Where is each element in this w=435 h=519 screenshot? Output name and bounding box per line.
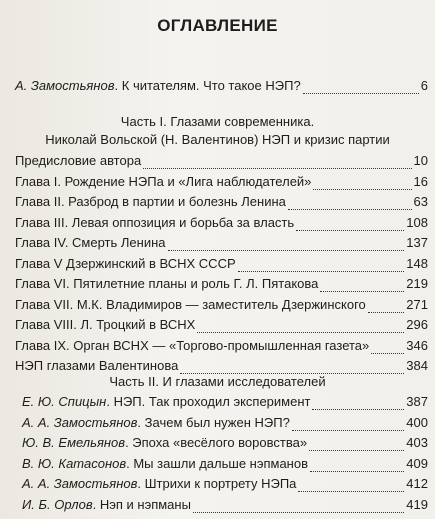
toc-page-number: 10 [413,153,428,168]
toc-entry [22,394,428,414]
toc-page-number: 63 [413,194,428,209]
toc-entry-title: Глава IX. Орган ВСНХ — «Торгово-промышленная газета» [15,337,370,353]
toc-entry-title: Глава VII. М.К. Владимиров — заместитель Дзержинского [15,296,366,312]
toc-entry-title: Ю. В. Емельянов. Эпоха «весёлого воровства» [22,435,308,450]
dot-leader [168,250,405,251]
toc-entry [15,297,428,317]
dot-leader [296,230,404,231]
toc-entry-title: Е. Ю. Спицын. НЭП. Так проходил эксперимент [22,394,311,409]
toc-entry [15,256,428,276]
toc-entry [15,153,428,173]
toc-page-number: 384 [406,358,428,373]
part-2-heading: Часть II. И глазами исследователей [109,374,326,389]
dot-leader [288,209,412,210]
toc-entry-title: Глава IV. Смерть Ленина [15,235,166,250]
toc-entry-title: В. Ю. Катасонов. Мы зашли дальше нэпманов [22,455,308,471]
toc-page-number: 296 [406,317,428,332]
dot-leader [193,512,404,513]
toc-entry-title: Глава VI. Пятилетние планы и роль Г. Л. Пятакова [15,276,319,291]
toc-entry [22,497,428,517]
toc-page-number: 419 [406,496,428,512]
dot-leader [197,332,404,333]
toc-page-number: 409 [406,455,428,471]
dot-leader [320,291,404,292]
toc-entry [15,235,428,255]
toc-page-number: 6 [420,78,428,93]
toc-page-number: 137 [406,235,428,250]
toc-entry [22,435,428,455]
toc-entry-title: Глава I. Рождение НЭПа и «Лига наблюдателей» [15,173,312,189]
toc-entry-author: И. Б. Орлов [22,496,93,512]
dot-leader [309,450,404,451]
dot-leader [313,189,411,190]
toc-entry [15,215,428,235]
toc-entry-author: А. А. Замостьянов [22,476,138,491]
toc-page-number: 148 [406,255,428,271]
toc-entry [15,174,428,194]
dot-leader [238,271,405,272]
toc-entry [22,456,428,476]
toc-entry-title: Глава II. Разброд в партии и болезнь Ленина [15,194,286,209]
toc-entry-author: Ю. В. Емельянов [22,435,126,450]
toc-entry [15,338,428,358]
toc-entry-title: НЭП глазами Валентинова [15,358,179,373]
toc-entry-title: Глава III. Левая оппозиция и борьба за власть [15,214,295,230]
toc-entry [15,317,428,337]
dot-leader [312,409,404,410]
toc-entry-author: А. А. Замостьянов [22,414,138,430]
part-1-heading-line-1: Часть I. Глазами современника. [120,114,315,129]
toc-page-number: 271 [406,296,428,312]
toc-entry [22,415,428,435]
toc-page-number: 219 [406,276,428,291]
dot-leader [303,93,419,94]
dot-leader [292,430,404,431]
toc-page-number: 346 [406,337,428,353]
part-1-heading-line-2: Николай Вольской (Н. Валентинов) НЭП и кризис партии [45,132,390,147]
toc-entry-title: И. Б. Орлов. Нэп и нэпманы [22,496,191,512]
toc-entry-title: А. А. Замостьянов. Зачем был нужен НЭП? [22,414,290,430]
toc-page-number: 412 [406,476,428,491]
toc-entry-title: Глава VIII. Л. Троцкий в ВСНХ [15,317,196,332]
toc-entry [15,194,428,214]
dot-leader [143,168,411,169]
toc-entry-author: В. Ю. Катасонов [22,455,127,471]
dot-leader [310,471,404,472]
toc-page-number: 16 [413,173,428,189]
page-title: ОГЛАВЛЕНИЕ [157,16,278,35]
toc-entry-title: Глава V Дзержинский в ВСНХ СССР [15,255,236,271]
toc-entry [22,476,428,496]
toc-entry-intro [15,78,428,98]
toc-page-number: 403 [406,435,428,450]
dot-leader [298,491,404,492]
toc-entry-author: Е. Ю. Спицын [22,394,107,409]
toc-page-number: 108 [406,214,428,230]
toc-entry [15,276,428,296]
dot-leader [371,353,404,354]
toc-entry-title: А. А. Замостьянов. Штрихи к портрету НЭПа [22,476,297,491]
toc-entry-title: А. Замостьянов. К читателям. Что такое НЭП? [15,78,301,93]
toc-page-number: 400 [406,414,428,430]
dot-leader [368,312,405,313]
toc-page-number: 387 [406,394,428,409]
toc-entry-author: А. Замостьянов [15,78,115,93]
toc-entry-title: Предисловие автора [15,153,142,168]
